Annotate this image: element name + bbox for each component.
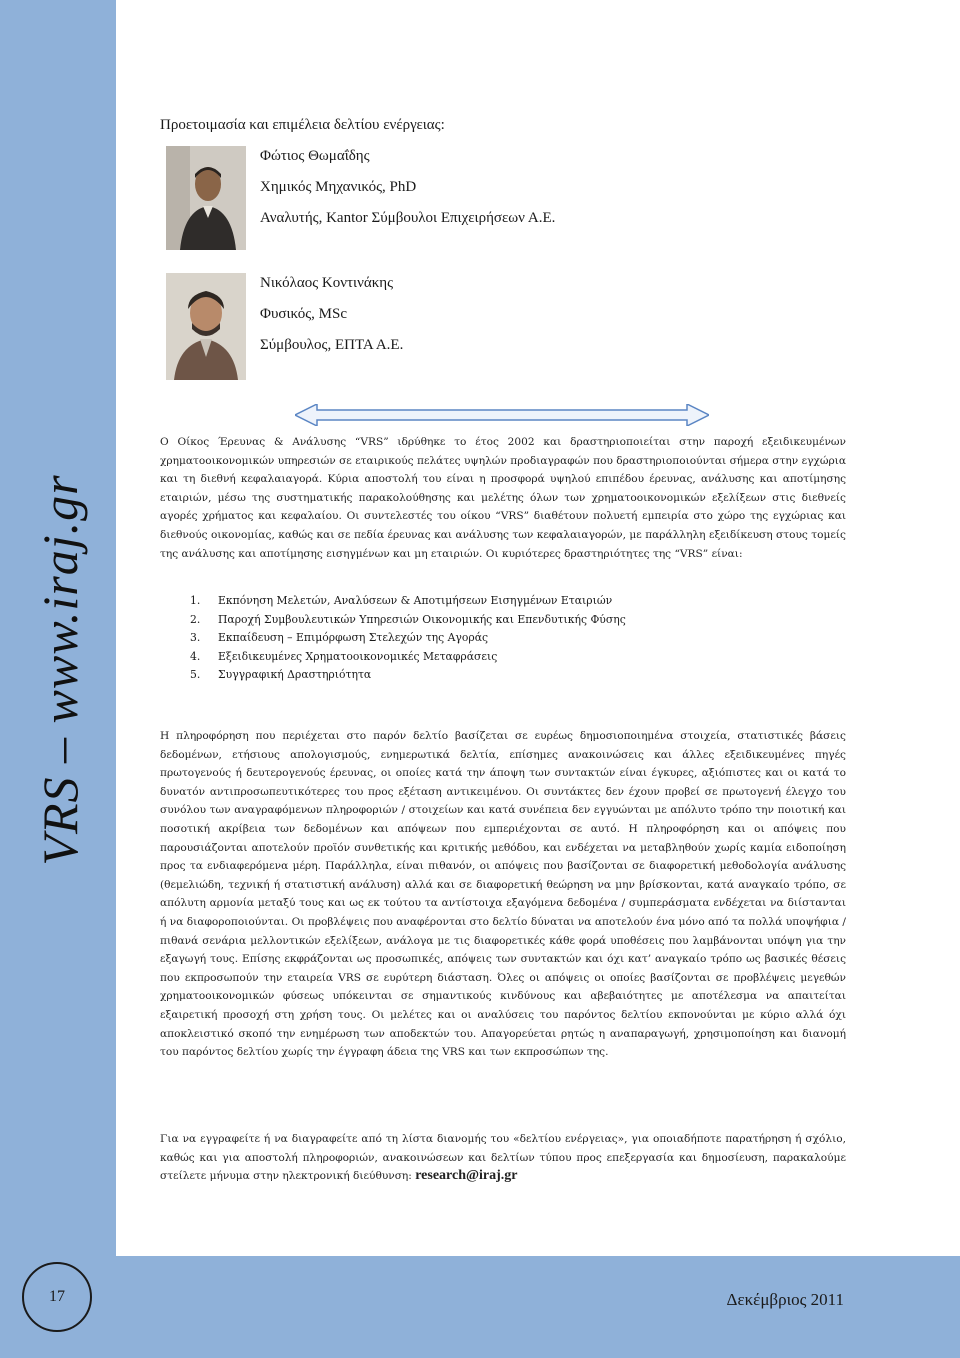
list-item: 3. Εκπαίδευση – Επιμόρφωση Στελεχών της Αγοράς [190,631,489,645]
disclaimer-paragraph: Η πληροφόρηση που περιέχεται στο παρόν δελτίο βασίζεται σε ευρέως δημοσιοποιημένα στοιχεία, στατιστικές βάσεις δεδομένων, ετήσιους απολογισμούς, ενημερωτικά δελτία, επίσημες ανακοινώσεις και άλλες εξειδικευμένες πηγές πρωτογενούς ή δευτερογενούς έρευνας, οι οποίες κατά την άποψη των συντακτών είναι έγκυρες, αξιόπιστες και οι κατά το δυνατόν αντιπροσωπευτικότερες του προς εξέταση αντικειμένου. Οι συντάκτες δεν έχουν προβεί σε πρωτογενή έλεγχο του συνόλου των αναγραφόμενων πληροφοριών / στοιχείων και κατά συνέπεια δεν εγγυώνται με απόλυτο τρόπο την ποιοτική και ποσοτική ακρίβεια των δεδομένων και απόψεων που εμπεριέχονται σε αυτό. Η πληροφόρηση και οι απόψεις που παρουσιάζονται αποτελούν προϊόν συνθετικής και κριτικής μεθόδου, και ενδέχεται να μεταβληθούν χωρίς καμία ειδοποίηση προς τα ενδιαφερόμενα μέρη. Παράλληλα, είναι πιθανόν, οι απόψεις που βασίζονται σε διαφορετική μεθοδολογία ανάλυσης (θεμελιώδη, τεχνική ή στατιστική ανάλυση) αλλά και σε διαφορετική θεώρηση να μην βρίσκονται, κατά αναγκαίο τρόπο, σε απόλυτη αρμονία μεταξύ τους και ως εκ τούτου τα αντίστοιχα εξαγόμενα δεδομένα / συμπεράσματα ενδέχεται να διίστανται ή να διαφοροποιούνται. Οι προβλέψεις που αναφέρονται στο δελτίο δύναται να αποτελούν ένα μόνο από τα πολλά υποψήφια / πιθανά σενάρια μελλοντικών εξελίξεων, ανάλογα με τις διαφορετικές κάθε φορά υποθέσεις που λαμβάνονται υπόψη για την εξαγωγή τους. Επίσης εκφράζονται ως προσωπικές, απόψεις των συντακτών και όχι κατ’ αναγκαίο τρόπο ως βασικές θέσεις που εκπροσωπούν την εταιρεία VRS σε ευρύτερη διάσταση. Όλες οι απόψεις οι οποίες βασίζονται σε προβλέψεις μεγεθών χρηματοοικονομικών φύσεως υπόκεινται σε σημαντικούς κινδύνους και αβεβαιότητες με αποτέλεσμα να απαιτείται εξαιρετική προσοχή στη χρήση τους. Οι μελέτες και οι αναλύσεις του παρόντος δελτίου εκπονούνται με κύριο αλλά όχι αποκλειστικό σκοπό την ενημέρωση των αποδεκτών του. Απαγορεύεται ρητώς η αναπαραγωγή, χρησιμοποίηση και διανομή του παρόντος δελτίου χωρίς την έγγραφη άδεια της VRS και των εκπροσώπων της. [160,730,846,1059]
author-2-title: Φυσικός, MSc [260,306,348,322]
about-paragraph: Ο Οίκος Έρευνας & Ανάλυσης “VRS” ιδρύθηκε το έτος 2002 και δραστηριοποιείται στην παροχή εξειδικευμένων χρηματοοικονομικών υπηρεσιών σε εταιρικούς πελάτες υψηλών προδιαγραφών που δραστηριοποιούνται σήμερα στην εγχώρια και τη διεθνή κεφαλαιαγορά. Κύρια αποστολή του είναι η προσφορά υψηλού επιπέδου έρευνας, ανάλυσης και αποτίμησης εταιριών, μέσω της συστηματικής παρακολούθησης και μελέτης όλων των χρηματοοικονομικών εξελίξεων στις διεθνείς αγορές χρήματος και κεφαλαίου. Οι συντελεστές του οίκου “VRS” διαθέτουν πολυετή εμπειρία στο χώρο της εγχώριας και διεθνούς οικονομίας, καθώς και σε πεδία έρευνας και ανάλυσης των κεφαλαιαγορών, με παράλληλη εξειδίκευση στους τομείς της ανάλυσης και αποτίμησης εισηγμένων και μη εταιριών. Οι κυριότερες δραστηριότητες της “VRS” είναι: [160,436,846,560]
author-1-title: Χημικός Μηχανικός, PhD [260,179,417,195]
author-2 [260,268,403,361]
double-arrow-divider-icon [295,404,709,426]
prep-title: Προετοιμασία και επιμέλεια δελτίου ενέργειας: [160,117,445,133]
list-item: 2. Παροχή Συμβουλευτικών Υπηρεσιών Οικονομικής και Επενδυτικής Φύσης [190,612,626,626]
side-band [0,0,116,1256]
page-number: 17 [49,1288,65,1305]
page-number-badge [22,1262,92,1332]
footer-date: Δεκέμβριος 2011 [726,1290,844,1309]
author-1-role: Αναλυτής, Kantor Σύμβουλοι Επιχειρήσεων Α.Ε. [260,210,556,226]
email-link[interactable]: research@iraj.gr [415,1168,518,1184]
author-photo-1 [166,146,246,250]
subscribe-text: Για να εγγραφείτε ή να διαγραφείτε από τη λίστα διανομής του «δελτίου ενέργειας», για οποιαδήποτε παρατήρηση ή σχόλιο, καθώς και για αποστολή πληροφοριών, ανακοινώσεων και δελτίων τύπου προς επεξεργασία και δημοσίευση, παρακαλούμε στείλετε μήνυμα στην ηλεκτρονική διεύθυνση: [160,1133,846,1183]
list-item: 4. Εξειδικευμένες Χρηματοοικονομικές Μεταφράσεις [190,649,498,663]
subscribe-paragraph [160,1130,846,1186]
author-1-name: Φώτιος Θωμαΐδης [260,148,370,164]
vertical-site-title: VRS – www.iraj.gr [32,474,88,866]
author-photo-2 [166,273,246,380]
activities-list [190,592,626,685]
list-item: 5. Συγγραφική Δραστηριότητα [190,668,372,682]
author-1 [260,141,555,234]
list-item: 1. Εκπόνηση Μελετών, Αναλύσεων & Αποτιμήσεων Εισηγμένων Εταιριών [190,594,613,607]
author-2-role: Σύμβουλος, ΕΠΤΑ Α.Ε. [260,337,404,353]
author-2-name: Νικόλαος Κοντινάκης [260,275,394,291]
